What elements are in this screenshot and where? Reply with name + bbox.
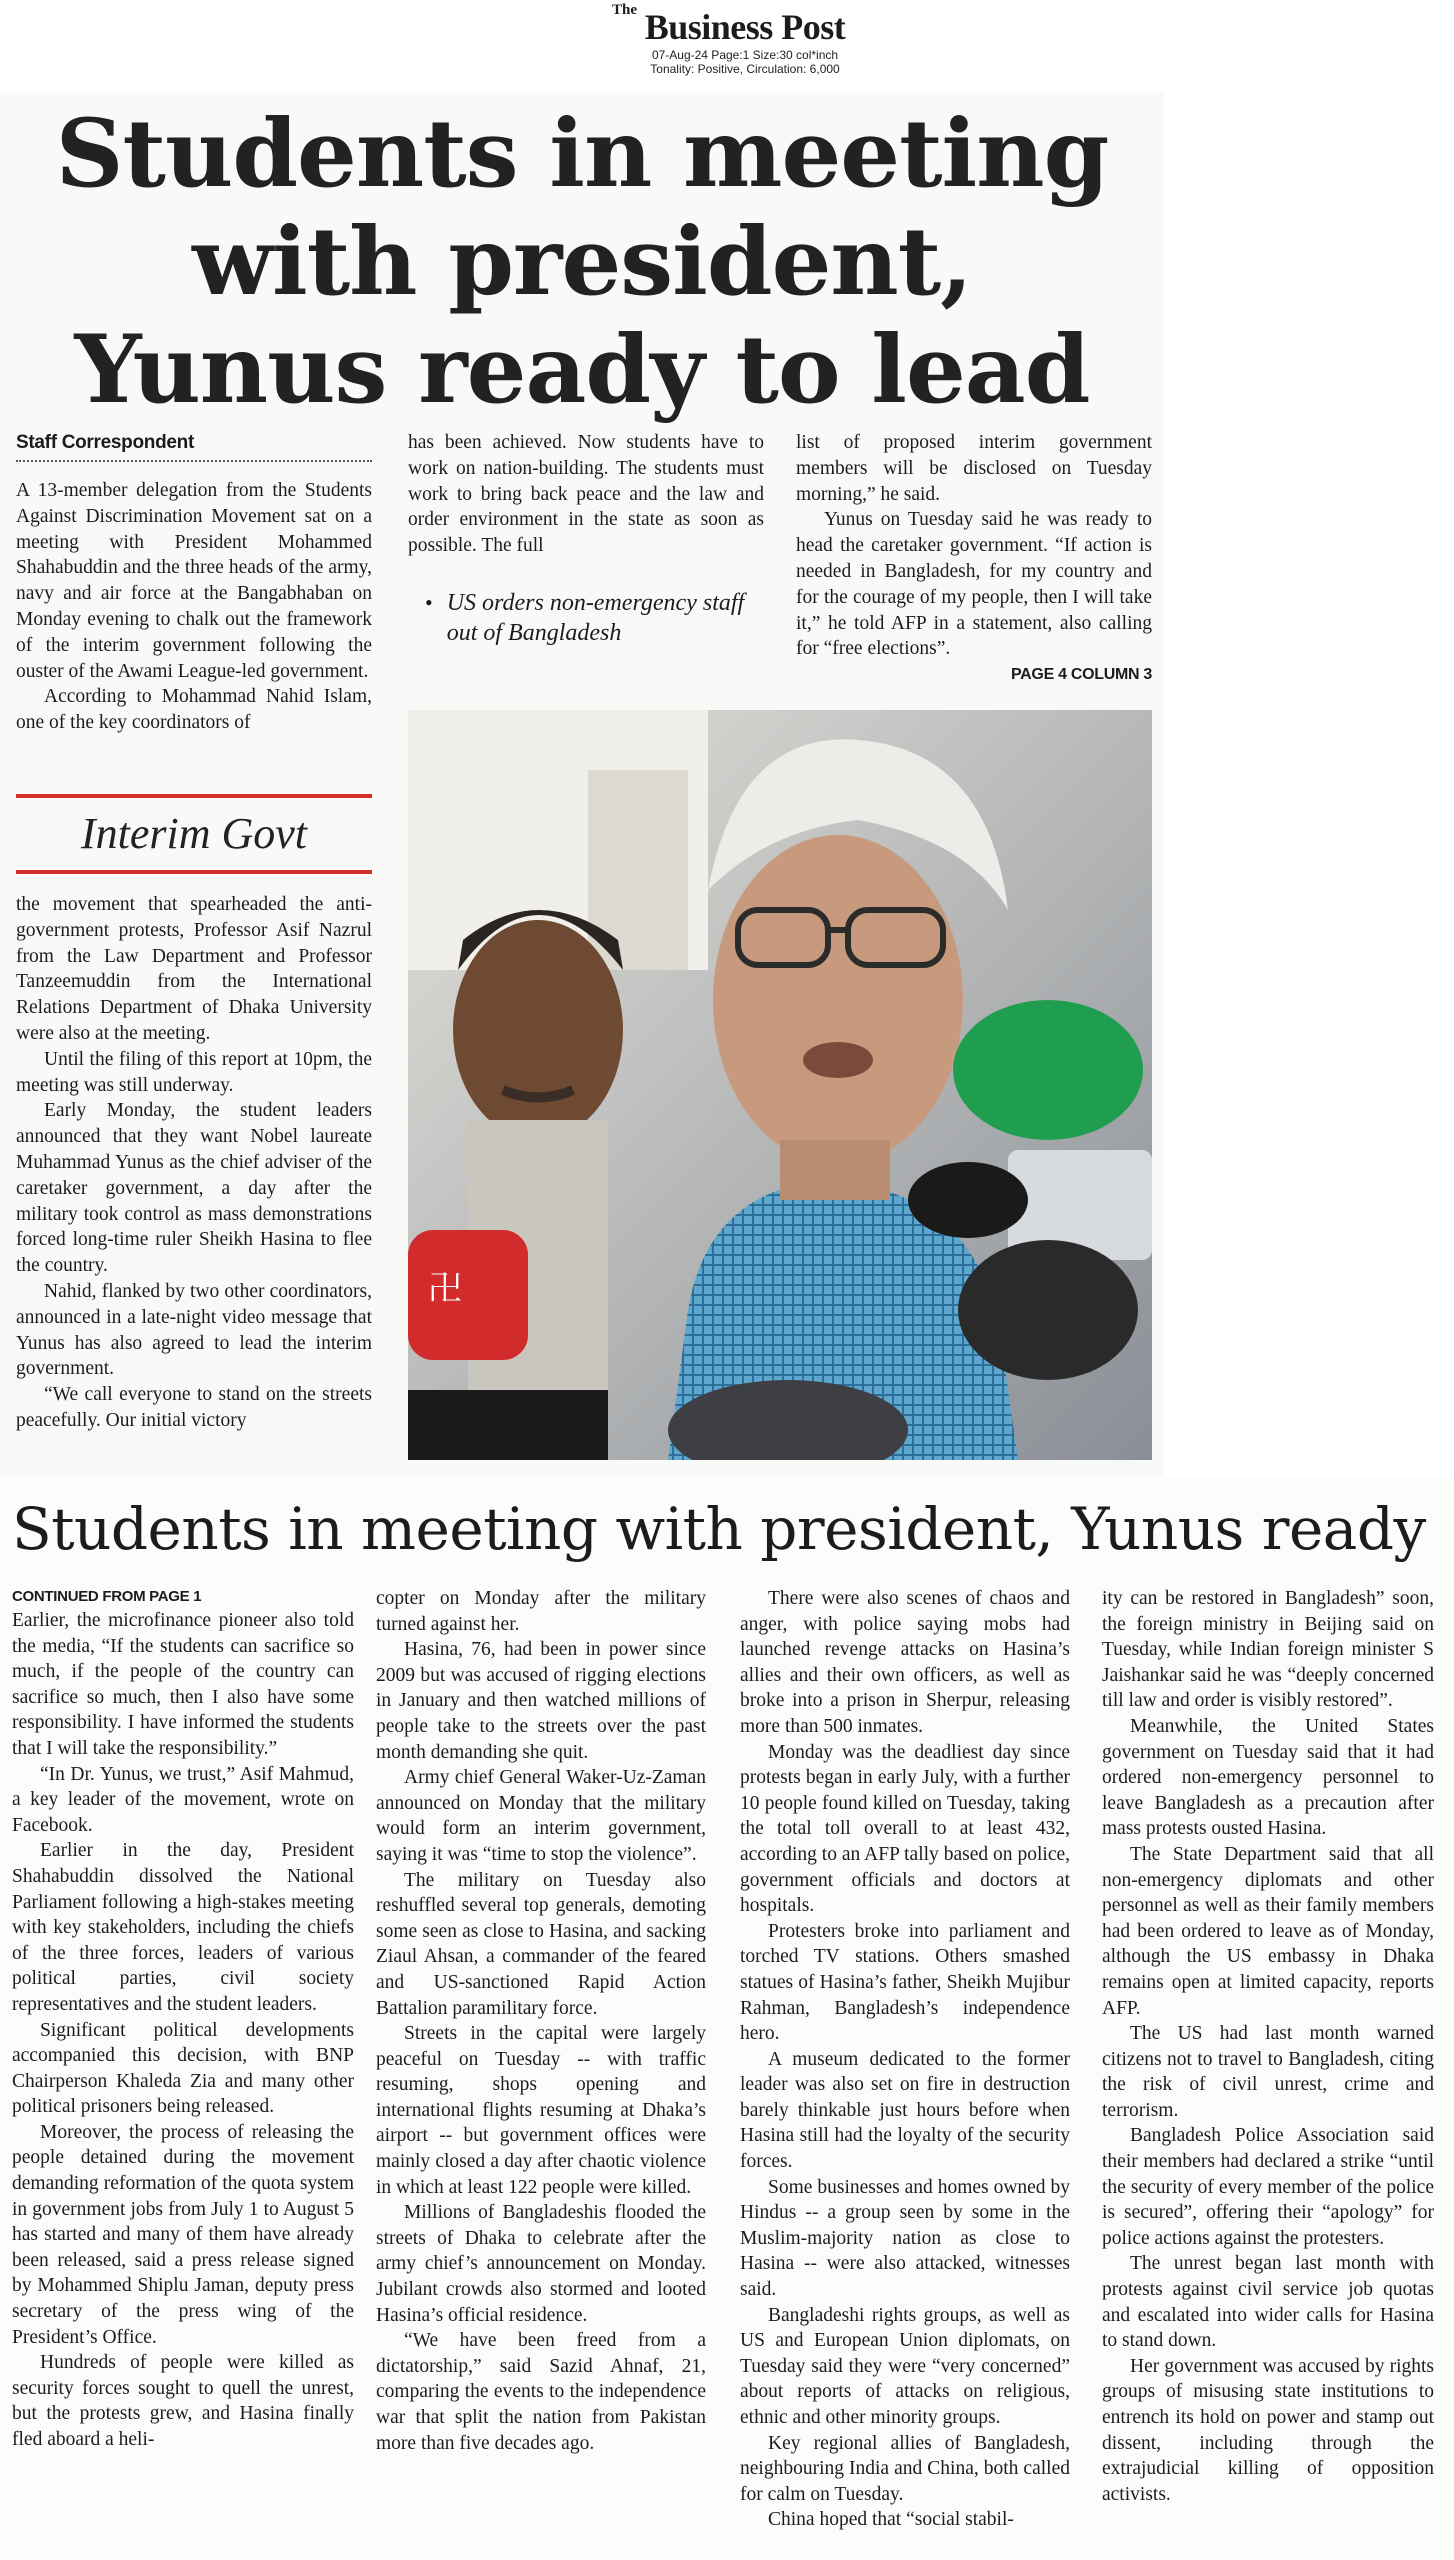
masthead — [600, 0, 890, 76]
column-1-bottom — [16, 892, 372, 1434]
continuation-headline: Students in meeting with president, Yunus ready — [12, 1495, 1426, 1563]
paragraph: There were also scenes of chaos and anger, with police saying mobs had launched revenge attacks on Hasina’s allies and their own officers, as well as broke into a prison in Sherpur, releasing more than 500 inmates. — [740, 1588, 1070, 1737]
section-kicker: Interim Govt — [16, 794, 372, 874]
column-1-top — [16, 478, 372, 736]
teaser-text: US orders non-emergency staff out of Bangladesh — [446, 590, 745, 646]
photo-illustration — [408, 710, 1152, 1460]
jump-reference: PAGE 4 COLUMN 3 — [1010, 666, 1152, 683]
paragraph: has been achieved. Now students have to work on nation-building. The students must work to bring back peace and the law and order environment in the state as soon as possible. The full — [408, 432, 764, 557]
paragraph: ity can be restored in Bangladesh” soon, the foreign ministry in Beijing said on Tuesday, while Indian foreign minister S Jaishankar said he was “deeply concerned till law and order is visibly restored”. — [1102, 1588, 1434, 1712]
masthead-the: The — [612, 2, 638, 18]
paragraph: A 13-member delegation from the Students Against Discrimination Movement sat on a meeting with President Mohammed Shahabuddin and the three heads of the army, navy and air force at the Bangabhaban on Monday evening to chalk out the framework of the interim government following the ouster of the Awami League-led government. — [16, 480, 372, 682]
headline-line-1: Students in meeting — [55, 99, 1109, 209]
paragraph: Nahid, flanked by two other coordinators, announced in a late-night video message that Yunus has also agreed to lead the interim government. — [16, 1280, 372, 1380]
paragraph: Millions of Bangladeshis flooded the streets of Dhaka to celebrate after the army chief’s announcement on Monday. Jubilant crowds also stormed and looted Hasina’s official residence. — [376, 2202, 706, 2326]
continued-label: CONTINUED FROM PAGE 1 — [12, 1588, 202, 1605]
bullet-icon: • — [425, 590, 433, 615]
paragraph: China hoped that “social stabil- — [768, 2509, 1014, 2531]
paragraph: Her government was accused by rights groups of misusing state institutions to entrench its hold on power and stamp out dissent, including through the extrajudicial killing of opposition activists. — [1102, 2355, 1434, 2505]
paragraph: the movement that spearheaded the anti-government protests, Professor Asif Nazrul from the Law Department and Professor Tanzeemuddin from the International Relations Department of Dhaka University were also at the meeting. — [16, 894, 372, 1044]
column-2-top — [408, 430, 764, 559]
paragraph: Monday was the deadliest day since protests began in early July, with a further 10 people found killed on Tuesday, taking the total toll overall to at least 432, according to an AFP tally based on police, government officials and doctors at hospitals. — [740, 1741, 1070, 1917]
continuation-column-2 — [376, 1586, 706, 2456]
paragraph: Earlier in the day, President Shahabuddin dissolved the National Parliament following a high-stakes meeting with key stakeholders, including the chiefs of the three forces, leaders of various political parties, civil society representatives and the student leaders. — [12, 1840, 354, 2015]
paragraph: copter on Monday after the military turned against her. — [376, 1588, 706, 1635]
paragraph: Until the filing of this report at 10pm, the meeting was still underway. — [16, 1048, 372, 1096]
paragraph: Earlier, the microfinance pioneer also told the media, “If the students can sacrifice so much, if the people of the country can sacrifice so much, then I also have some responsibility. I have informed the students that I will take the responsibility.” — [12, 1610, 354, 1759]
main-headline — [40, 100, 1124, 424]
paragraph: Hasina, 76, had been in power since 2009 but was accused of rigging elections in January and then watched millions of people take to the streets over the past month demanding she quit. — [376, 1639, 706, 1763]
paragraph: Yunus on Tuesday said he was ready to head the caretaker government. “If action is needed in Bangladesh, for my country and for the courage of my people, then I will take it,” he told AFP in a statement, also calling for “free elections”. — [796, 509, 1152, 660]
continuation-column-3 — [740, 1586, 1070, 2533]
paragraph: Meanwhile, the United States government on Tuesday said that it had ordered non-emergency personnel to leave Bangladesh as a precaution after mass protests ousted Hasina. — [1102, 1715, 1434, 1840]
news-photo — [408, 710, 1152, 1460]
paragraph: The unrest began last month with protests against civil service job quotas and escalated into wider calls for Hasina to stand down. — [1102, 2253, 1434, 2352]
clipping-meta-2: Tonality: Positive, Circulation: 6,000 — [650, 62, 840, 76]
headline-line-2: with president, — [192, 207, 972, 317]
column-3-top — [796, 430, 1152, 662]
paragraph: Significant political developments accompanied this decision, with BNP Chairperson Khaleda Zia and many other political prisoners being released. — [12, 2019, 354, 2118]
paragraph: Some businesses and homes owned by Hindus -- a group seen by some in the Muslim-majority nation as close to Hasina -- were also attacked, witnesses said. — [740, 2176, 1070, 2301]
paragraph: A museum dedicated to the former leader was also set on fire in destruction barely thinkable just hours before when Hasina still had the loyalty of the security forces. — [740, 2048, 1070, 2173]
paragraph: “We have been freed from a dictatorship,” said Sazid Ahnaf, 21, comparing the events to the independence war that split the nation from Pakistan more than five decades ago. — [376, 2330, 706, 2454]
headline-line-3: Yunus ready to lead — [74, 315, 1090, 425]
byline: Staff Correspondent — [16, 432, 372, 462]
related-story-teaser[interactable] — [425, 588, 765, 648]
paragraph: The State Department said that all non-emergency diplomats and other personnel as well as their family members had been ordered to leave as of Monday, although the US embassy in Dhaka remains open at limited capacity, reports AFP. — [1102, 1843, 1434, 2019]
paragraph: Key regional allies of Bangladesh, neighbouring India and China, both called for calm on Tuesday. — [740, 2432, 1070, 2505]
paragraph: Early Monday, the student leaders announced that they want Nobel laureate Muhammad Yunus as the chief adviser of the caretaker government, a day after the military took control as mass demonstrations forced long-time ruler Sheikh Hasina to flee the country. — [16, 1100, 372, 1277]
continuation-column-4 — [1102, 1586, 1434, 2507]
paragraph: Army chief General Waker-Uz-Zaman announced on Monday that the military would form an interim government, saying it was “time to stop the violence”. — [376, 1767, 706, 1865]
paragraph: “In Dr. Yunus, we trust,” Asif Mahmud, a key leader of the movement, wrote on Facebook. — [12, 1763, 354, 1836]
paragraph: Moreover, the process of releasing the people detained during the movement demanding reformation of the quota system in government jobs from July 1 to August 5 has started and many of them have already been released, said a press release signed by Mohammed Shiplu Jaman, deputy press secretary of the press wing of the President’s Office. — [12, 2121, 354, 2348]
paragraph: Bangladeshi rights groups, as well as US and European Union diplomats, on Tuesday said they were “very concerned” about reports of attacks on religious, ethnic and other minority groups. — [740, 2304, 1070, 2428]
paragraph: “We call everyone to stand on the streets peacefully. Our initial victory — [16, 1384, 372, 1431]
svg-text:卍: 卍 — [428, 1269, 462, 1309]
clipping-meta-1: 07-Aug-24 Page:1 Size:30 col*inch — [651, 48, 839, 62]
paragraph: The military on Tuesday also reshuffled several top generals, demoting some seen as close to Hasina, and sacking Ziaul Ahsan, a commander of the feared and US-sanctioned Rapid Action Battalion paramilitary force. — [376, 1869, 706, 2019]
paragraph: Bangladesh Police Association said their members had declared a strike “until the security of every member of the police is secured”, offering their “apology” for police actions against the protesters. — [1102, 2125, 1434, 2249]
masthead-brand: Business Post — [644, 7, 846, 47]
paragraph: The US had last month warned citizens not to travel to Bangladesh, citing the risk of civil unrest, crime and terrorism. — [1102, 2023, 1434, 2121]
paragraph: According to Mohammad Nahid Islam, one of the key coordinators of — [16, 686, 372, 734]
paragraph: Hundreds of people were killed as security forces sought to quell the unrest, but the protests grew, and Hasina finally fled aboard a heli- — [12, 2352, 354, 2450]
paragraph: list of proposed interim government members will be disclosed on Tuesday morning,” he said. — [796, 432, 1152, 505]
continuation-column-1 — [12, 1586, 354, 2453]
paragraph: Protesters broke into parliament and torched TV stations. Others smashed statues of Hasina’s father, Sheikh Mujibur Rahman, Bangladesh’s independence hero. — [740, 1920, 1070, 2045]
paragraph: Streets in the capital were largely peaceful on Tuesday -- with traffic resuming, shops opening and international flights resuming at Dhaka’s airport -- but government offices were mainly closed a day after chaotic violence in which at least 122 people were killed. — [376, 2023, 706, 2198]
